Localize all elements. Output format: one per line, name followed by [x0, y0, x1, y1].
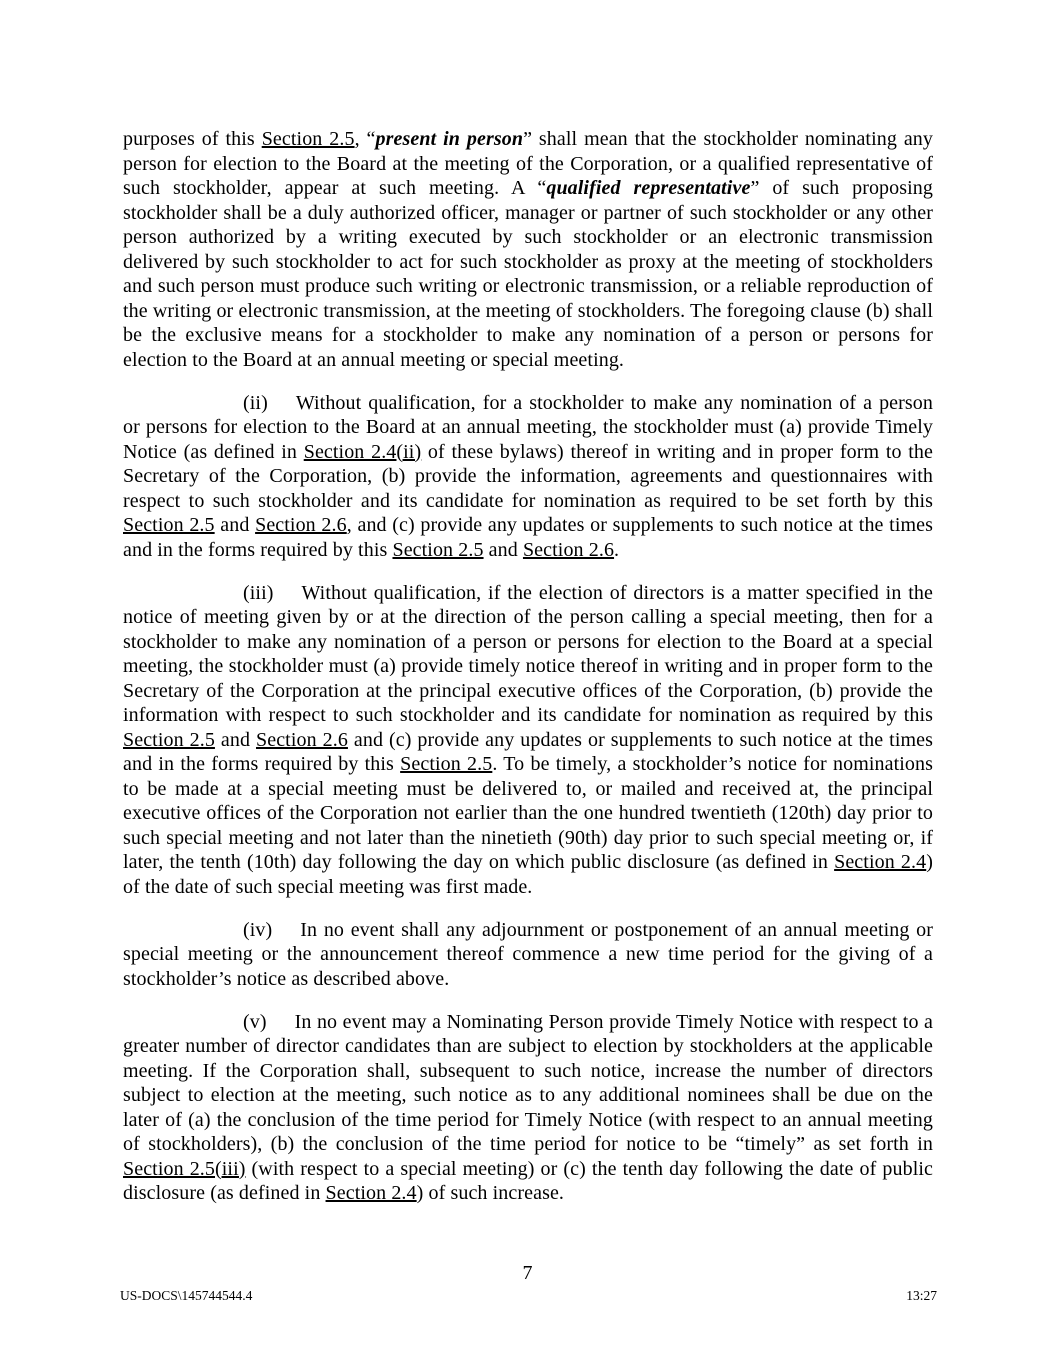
text-run: . [614, 538, 620, 561]
section-reference: Section 2.5 [392, 538, 484, 561]
page-footer [120, 1288, 937, 1304]
section-reference: Section 2.4 [325, 1182, 417, 1204]
text-run: Without qualification, if the election of directors is a matter specified in the notice of meeting given by or at the direction of the person calling a special meeting, then for a stockholder to make any nomination of a person or persons for election to the Board at a special meeting, the stockholder must (a) provide timely notice thereof in writing and in proper form to the Secretary of the Corporation at the principal executive offices of the Corporation, (b) provide the information with respect to such stockholder and its candidate for nomination as required by this [123, 581, 933, 726]
section-reference: Section 2.5(iii) [123, 1157, 246, 1180]
section-reference: Section 2.4(ii) [303, 440, 422, 463]
paragraph [123, 581, 933, 900]
section-reference: Section 2.6 [256, 728, 348, 751]
document-body [123, 127, 933, 1224]
text-run: , “ [354, 128, 376, 150]
page-number: 7 [522, 1262, 533, 1284]
list-marker: (iv) [243, 918, 273, 941]
section-reference: Section 2.4 [834, 851, 927, 873]
text-run: ) of the date of such special meeting was first made. [123, 851, 933, 898]
defined-term: qualified representative [546, 177, 751, 199]
text-run: Without qualification, for a stockholder to make any nomination of a person or persons for election to the Board at an annual meeting, the stockholder must (a) provide Timely Notice (as defined in [123, 391, 933, 463]
text-run: and [214, 514, 256, 536]
defined-term: present in person [375, 128, 524, 150]
paragraph [123, 127, 933, 372]
list-marker: (ii) [243, 391, 268, 414]
text-run: In no event may a Nominating Person provide Timely Notice with respect to a greater number of director candidates than are subject to election by stockholders at the applicable meeting. If the Corporation shall, subsequent to such notice, increase the number of directors subject to election at the meeting, such notice as to any additional nominees shall be due on the later of (a) the conclusion of the time period for Timely Notice (with respect to an annual meeting of stockholders), (b) the conclusion of the time period for notice to be “timely” as set forth in [123, 1010, 933, 1155]
text-run: In no event shall any adjournment or postponement of an annual meeting or special meeting or the announcement thereof commence a new time period for the giving of a stockholder’s notice as described above. [123, 918, 933, 990]
paragraph [123, 918, 933, 992]
footer-document-id: US-DOCS\145744544.4 [120, 1288, 253, 1303]
section-reference: Section 2.6 [522, 538, 615, 561]
footer-time: 13:27 [906, 1288, 937, 1303]
text-run: purposes of this [123, 128, 262, 150]
list-marker: (iii) [243, 581, 274, 604]
text-run: , and (c) provide any updates or supplements to such notice at the times and in the forms required by this [123, 514, 933, 561]
section-reference: Section 2.6 [255, 514, 347, 536]
text-run: of these bylaws) thereof in writing and in proper form to the Secretary of the Corporation, (b) provide the information, agreements and questionnaires with respect to such stockholder and its candidate for nomination as required to be set forth by this [123, 440, 934, 512]
text-run: (with respect to a special meeting) or (c) the tenth day following the date of public disclosure (as defined in [123, 1157, 933, 1204]
text-run: and [214, 728, 256, 751]
paragraph [123, 1010, 933, 1206]
text-run: ) of such increase. [416, 1182, 565, 1204]
section-reference: Section 2.5 [400, 753, 493, 775]
text-run: . To be timely, a stockholder’s notice for nominations to be made at a special meeting must be delivered to, or mailed and received at, the principal executive offices of the Corporation not earlier than the one hundred twentieth (120th) day prior to such special meeting and not later than the ninetieth (90th) day prior to such special meeting or, if later, the tenth (10th) day following the day on which public disclosure (as defined in [123, 753, 933, 873]
paragraph [123, 391, 933, 563]
section-reference: Section 2.5 [123, 728, 215, 751]
text-run: and (c) provide any updates or supplements to such notice at the times and in the forms required by this [123, 728, 934, 775]
list-marker: (v) [243, 1010, 267, 1033]
text-run: ” shall mean that the stockholder nominating any person for election to the Board at the meeting of the Corporation, or a qualified representative of such stockholder, appear at such meeting. A “ [123, 128, 933, 199]
text-run: ” of such proposing stockholder shall be a duly authorized officer, manager or partner of such stockholder or any other person authorized by a writing executed by such stockholder or an electronic transmission delivered by such stockholder to act for such stockholder as proxy at the meeting of stockholders and such person must produce such writing or electronic transmission, or a reliable reproduction of the writing or electronic transmission, at the meeting of stockholders. The foregoing clause (b) shall be the exclusive means for a stockholder to make any nomination of a person or persons for election to the Board at an annual meeting or special meeting. [123, 177, 933, 371]
section-reference: Section 2.5 [261, 128, 355, 150]
text-run: and [483, 538, 523, 561]
section-reference: Section 2.5 [123, 514, 215, 536]
